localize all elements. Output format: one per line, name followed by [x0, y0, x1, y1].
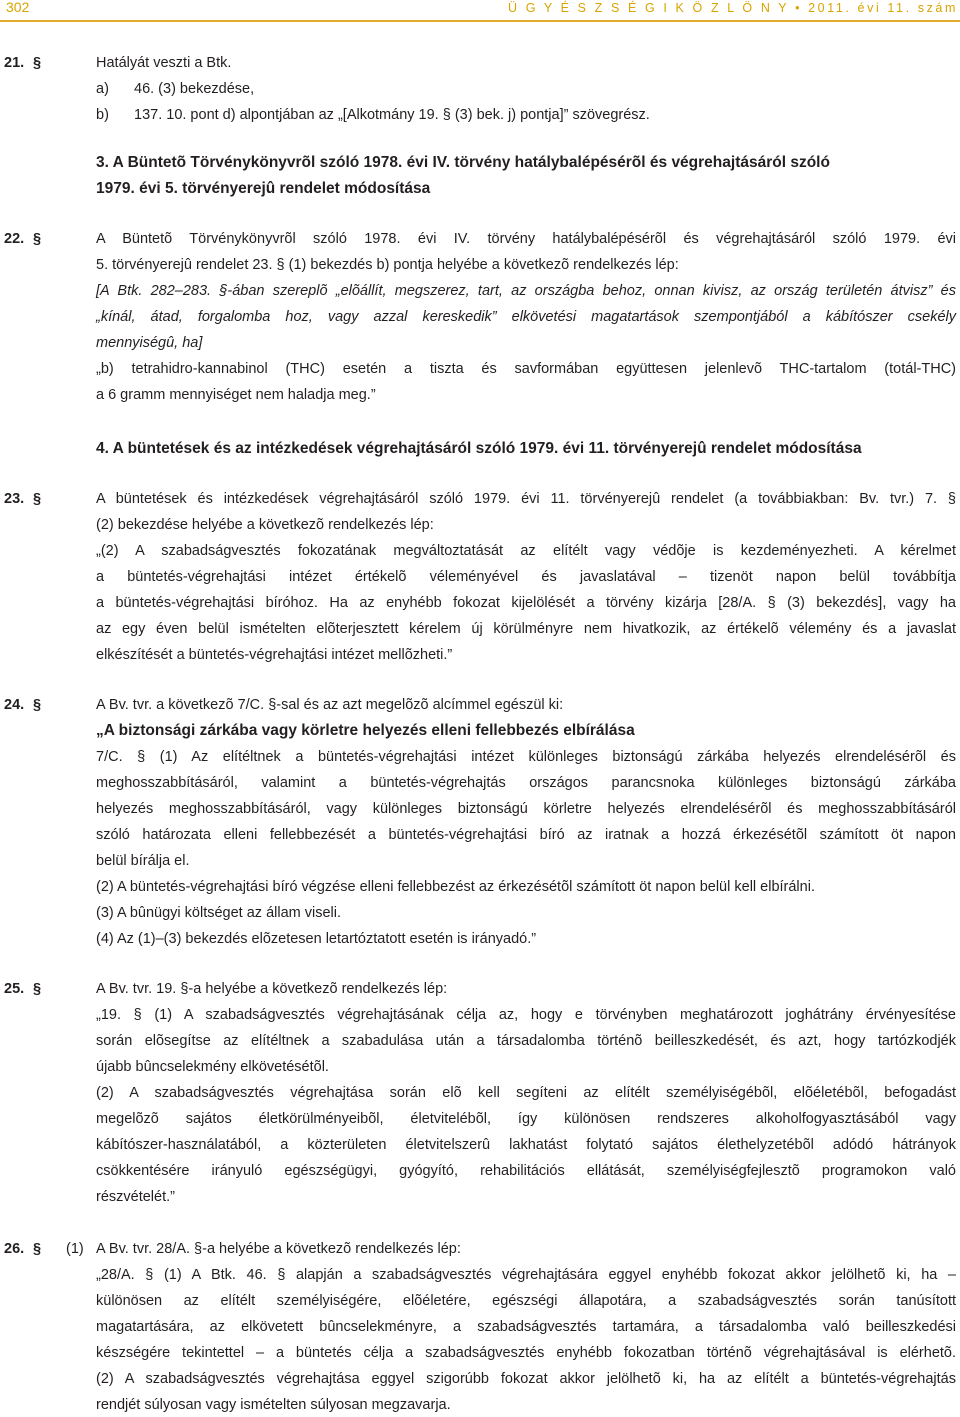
text-line: megelõzõ sajátos életkörülményeibõl, életvitelébõl, így különösen rendszeres alkoholfogyasztásából vagy — [96, 1111, 956, 1127]
text-line: „(2) A szabadságvesztés fokozatának megváltoztatását az elítélt vagy védõje is kezdeményezheti. A kérelmet — [96, 543, 956, 559]
text-line: „kínál, átad, forgalomba hoz, vagy azzal kereskedik” elkövetési magatartások szempontjából a kábítószer csekély — [96, 309, 956, 325]
section-sign: § — [33, 1241, 42, 1257]
subtitle: „A biztonsági zárkába vagy körletre helyezés elleni fellebbezés elbírálása — [96, 722, 635, 739]
heading-line: 1979. évi 5. törvényerejû rendelet módosítása — [96, 180, 431, 197]
text-line: (4) Az (1)–(3) bekezdés elõzetesen letartóztatott esetén is irányadó.” — [96, 931, 537, 947]
header-rule — [0, 20, 960, 22]
text-line: különösen az elítélt személyiségére, elõéletére, egészségi állapotára, a szabadságvesztés során tanúsított — [96, 1293, 956, 1309]
text-line: elkészítését a büntetés-végrehajtási intézet mellõzheti.” — [96, 647, 453, 663]
text-line: „19. § (1) A szabadságvesztés végrehajtásának célja az, hogy e törvényben meghatározott joghátrány érvényesítése — [96, 1007, 956, 1023]
heading-line: 3. A Büntetõ Törvénykönyvrõl szóló 1978. évi IV. törvény hatálybalépésérõl és végrehajtásáról szóló — [96, 154, 830, 171]
text-line: csökkentésére irányuló egészségügyi, gyógyító, rehabilitációs ellátását, személyiségfejlesztõ programokon való — [96, 1163, 956, 1179]
text-line: A büntetések és intézkedések végrehajtásáról szóló 1979. évi 11. törvényerejû rendelet (a továbbiakban: Bv. tvr.) 7. § — [96, 491, 956, 507]
item-label: a) — [96, 81, 109, 97]
text-line: helyezés meghosszabbításáról, vagy különleges biztonságú körletre helyezés elrendelésérõl és meghosszabbításáról — [96, 801, 956, 817]
text-line: A Büntetõ Törvénykönyvrõl szóló 1978. évi IV. törvény hatálybalépésérõl és végrehajtásáról szóló 1979. évi — [96, 231, 956, 247]
section-number: 25. — [4, 981, 25, 997]
text-line: (3) A bûnügyi költséget az állam viseli. — [96, 905, 342, 921]
text-line: [A Btk. 282–283. §-ában szereplõ „elõállít, megszerez, tart, az országba behoz, onnan kivisz, az ország területén átvisz” és — [96, 283, 956, 299]
section-sign: § — [33, 231, 42, 247]
section-number: 21. — [4, 55, 25, 71]
text-line: 7/C. § (1) Az elítéltnek a büntetés-végrehajtási intézet különleges biztonságú zárkába helyezés elrendelésérõl és — [96, 749, 956, 765]
text-line: a 6 gramm mennyiséget nem haladja meg.” — [96, 387, 376, 403]
section-number: 26. — [4, 1241, 25, 1257]
text-line: 5. törvényerejû rendelet 23. § (1) bekezdés b) pontja helyébe a következõ rendelkezés lép: — [96, 257, 679, 273]
text-line: részvételét.” — [96, 1189, 175, 1205]
text-line: 137. 10. pont d) alpontjában az „[Alkotmány 19. § (3) bek. j) pontja]” szövegrész. — [134, 107, 650, 123]
page-header — [0, 0, 960, 22]
text-line: (2) A büntetés-végrehajtási bíró végzése elleni fellebbezést az érkezésétõl számított öt napon belül kell elbírálni. — [96, 879, 815, 895]
subsection-label: (1) — [66, 1241, 84, 1257]
text-line: magatartására, az elkövetett bûncselekményre, a szabadságvesztés tartamára, a társadalomba való beilleszkedési — [96, 1319, 956, 1335]
text-line: kábítószer-használatából, a közterületen életvitelszerû lakhatást folytató sajátos élethelyzetébõl adódó hátrányok — [96, 1137, 956, 1153]
text-line: A Bv. tvr. a következõ 7/C. §-sal és az azt megelõzõ alcímmel egészül ki: — [96, 697, 564, 713]
text-line: „b) tetrahidro-kannabinol (THC) esetén a tiszta és savformában együttesen jelenlevõ THC-tartalom (totál-THC) — [96, 361, 956, 377]
heading-line: 4. A büntetések és az intézkedések végrehajtásáról szóló 1979. évi 11. törvényerejû rendelet módosítása — [96, 440, 862, 457]
text-line: során elõsegítse az elítéltnek a szabadulása után a társadalomba történõ beilleszkedését, és azt, hogy tartózkodjék — [96, 1033, 956, 1049]
text-line: a büntetés-végrehajtási bíróhoz. Ha az enyhébb fokozat kijelölését a törvény kizárja [28/A. § (3) bekezdés], vagy ha — [96, 595, 956, 611]
section-sign: § — [33, 697, 42, 713]
text-line: meghosszabbításáról, valamint a büntetés-végrehajtás országos parancsnoka különleges biztonságú zárkába — [96, 775, 956, 791]
section-number: 23. — [4, 491, 25, 507]
text-line: 46. (3) bekezdése, — [134, 81, 255, 97]
text-line: Hatályát veszti a Btk. — [96, 55, 232, 71]
text-line: (2) bekezdése helyébe a következõ rendelkezés lép: — [96, 517, 434, 533]
text-line: A Bv. tvr. 19. §-a helyébe a következõ rendelkezés lép: — [96, 981, 448, 997]
text-line: belül bírálja el. — [96, 853, 190, 869]
text-line: (2) A szabadságvesztés végrehajtása során elõ kell segíteni az elítélt személyiségébõl, elõéletébõl, befogadást — [96, 1085, 956, 1101]
text-line: a büntetés-végrehajtási intézet értékelõ véleményével és javaslatával – tizenöt napon belül továbbítja — [96, 569, 956, 585]
section-sign: § — [33, 491, 42, 507]
section-sign: § — [33, 981, 42, 997]
text-line: az egy éven belül ismételten elõterjesztett kérelem új körülményre nem hivatkozik, az értékelõ vélemény és a javaslat — [96, 621, 956, 637]
section-number: 24. — [4, 697, 25, 713]
text-line: „28/A. § (1) A Btk. 46. § alapján a szabadságvesztés végrehajtására eggyel enyhébb fokozat akkor jelölhetõ ki, ha – — [96, 1267, 956, 1283]
section-number: 22. — [4, 231, 25, 247]
text-line: újabb bûncselekmény elkövetésétõl. — [96, 1059, 329, 1075]
text-line: rendjét súlyosan vagy ismételten súlyosan megzavarja. — [96, 1397, 451, 1413]
journal-title: Ü G Y É S Z S É G I K Ö Z L Ö N Y • 2011. évi 11. szám — [508, 1, 958, 15]
page-number: 302 — [6, 0, 30, 15]
section-sign: § — [33, 55, 42, 71]
text-line: szóló határozata elleni fellebbezését a büntetés-végrehajtási bíró az iratnak a hozzá érkezésétõl számított öt napon — [96, 827, 956, 843]
item-label: b) — [96, 107, 109, 123]
text-line: készségére tekintettel – a büntetés célja a szabadságvesztés enyhébb fokozatban történõ végrehajtásával is elérhetõ. — [96, 1345, 956, 1361]
text-line: A Bv. tvr. 28/A. §-a helyébe a következõ rendelkezés lép: — [96, 1241, 461, 1257]
text-line: mennyiségû, ha] — [96, 335, 203, 351]
text-line: (2) A szabadságvesztés végrehajtása eggyel szigorúbb fokozat akkor jelölhetõ ki, ha az elítélt a büntetés-végrehajtás — [96, 1371, 956, 1387]
